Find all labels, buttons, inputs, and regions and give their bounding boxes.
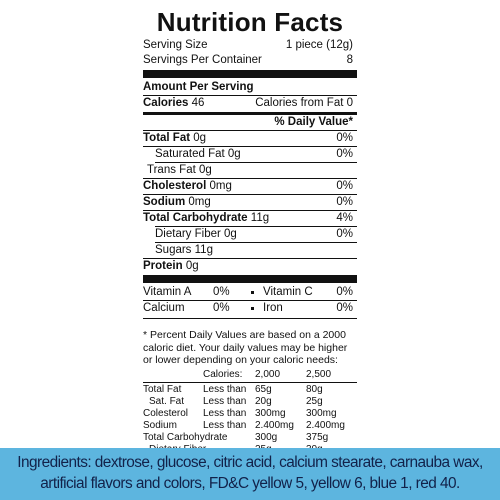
nutrient-row-dietary-fiber: Dietary Fiber 0g 0% [155,228,353,240]
divider-thick [143,70,357,78]
calorie-table-row: Total Fat Less than 65g 80g [143,384,323,395]
calories-from-fat: Calories from Fat 0 [255,97,353,109]
calorie-table-header: Calories: 2,000 2,500 [203,369,332,380]
divider-thick [143,275,357,283]
vitamin-row-2: Calcium 0% Iron 0% [143,302,353,314]
daily-value-footnote: * Percent Daily Values are based on a 2000 caloric diet. Your daily values may be higher or lower depending on your caloric needs: [143,329,348,366]
servings-label: Servings Per Container [143,54,262,66]
servings-row [143,53,357,68]
separator-dot [251,307,254,310]
servings-value: 8 [346,54,353,66]
nutrition-title: Nutrition Facts [156,7,344,37]
serving-size-row [143,38,357,53]
nutrition-facts-panel [143,4,357,443]
nutrient-row-total-carbohydrate: Total Carbohydrate 11g 4% [143,212,353,224]
ingredients-text: Ingredients: dextrose, glucose, citric acid, calcium stearate, carnauba wax, artificial flavors and colors, FD&C yellow 5, yellow 6, blue 1, red 40. [17,454,483,492]
nutrient-row-protein: Protein 0g [143,260,199,272]
divider [143,382,357,383]
calories-value: 46 [191,97,205,109]
separator-dot [251,291,254,294]
calories-row [143,96,357,111]
nutrient-row-sugars: Sugars 11g [155,244,213,256]
vitamin-row-1: Vitamin A 0% Vitamin C 0% [143,286,353,298]
ingredients-panel [0,448,500,500]
serving-size-value: 1 piece (12g) [285,39,353,51]
calorie-table-row: Sat. Fat Less than 20g 25g [149,396,323,407]
nutrient-row-saturated-fat: Saturated Fat 0g 0% [155,148,353,160]
calorie-table-row: Total Carbohydrate 300g 375g [143,432,329,443]
calorie-table-row: Colesterol Less than 300mg 300mg [143,408,337,419]
nutrient-row-cholesterol: Cholesterol 0mg 0% [143,180,353,192]
divider [143,318,357,319]
daily-value-header: % Daily Value* [274,116,353,128]
calories-label: Calories [143,97,189,109]
nutrient-row-sodium: Sodium 0mg 0% [143,196,353,208]
amount-per-serving: Amount Per Serving [143,81,254,93]
nutrient-row-total-fat: Total Fat 0g 0% [143,132,353,144]
nutrient-row-trans-fat: Trans Fat 0g [147,164,212,176]
calorie-table-row: Sodium Less than 2.400mg 2.400mg [143,420,345,431]
serving-size-label: Serving Size [143,39,208,51]
